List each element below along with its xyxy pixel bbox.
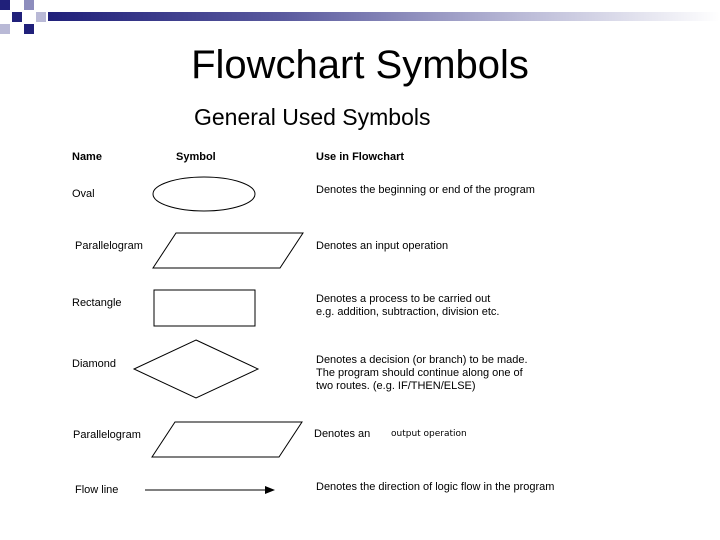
row-name-parallelogram: Parallelogram — [73, 429, 141, 441]
diamond-icon — [134, 340, 258, 398]
row-name-diamond: Diamond — [72, 358, 117, 370]
row-use-diamond: Denotes a decision (or branch) to be made. The program should continue along one of two routes. (e.g. IF/THEN/ELSE) — [316, 354, 528, 392]
row-name-oval: Oval — [72, 188, 95, 200]
row-use-parallelogram-input: Denotes an input operation — [316, 240, 449, 252]
parallelogram-icon — [152, 422, 302, 457]
rectangle-icon — [154, 290, 255, 326]
slide-subtitle: General Used Symbols — [194, 104, 431, 130]
arrow-right-icon — [145, 486, 275, 494]
row-use-oval: Denotes the beginning or end of the program — [316, 184, 535, 196]
row-use-rectangle: Denotes a process to be carried out e.g. addition, subtraction, division etc. — [316, 293, 500, 318]
slide-title: Flowchart Symbols — [191, 43, 529, 87]
row-name-parallelogram: Parallelogram — [75, 240, 143, 252]
row-name-rectangle: Rectangle — [72, 297, 122, 309]
row-use-parallelogram-output: Denotes an — [314, 428, 371, 440]
row-use-flow-line: Denotes the direction of logic flow in the program — [316, 481, 555, 493]
header-symbol: Symbol — [176, 151, 216, 163]
header-name: Name — [72, 151, 102, 163]
oval-icon — [153, 177, 255, 211]
row-name-flow-line: Flow line — [75, 484, 119, 496]
parallelogram-icon — [153, 233, 303, 268]
header-use: Use in Flowchart — [316, 151, 405, 163]
row-use-output-extra: output operation — [391, 429, 467, 439]
